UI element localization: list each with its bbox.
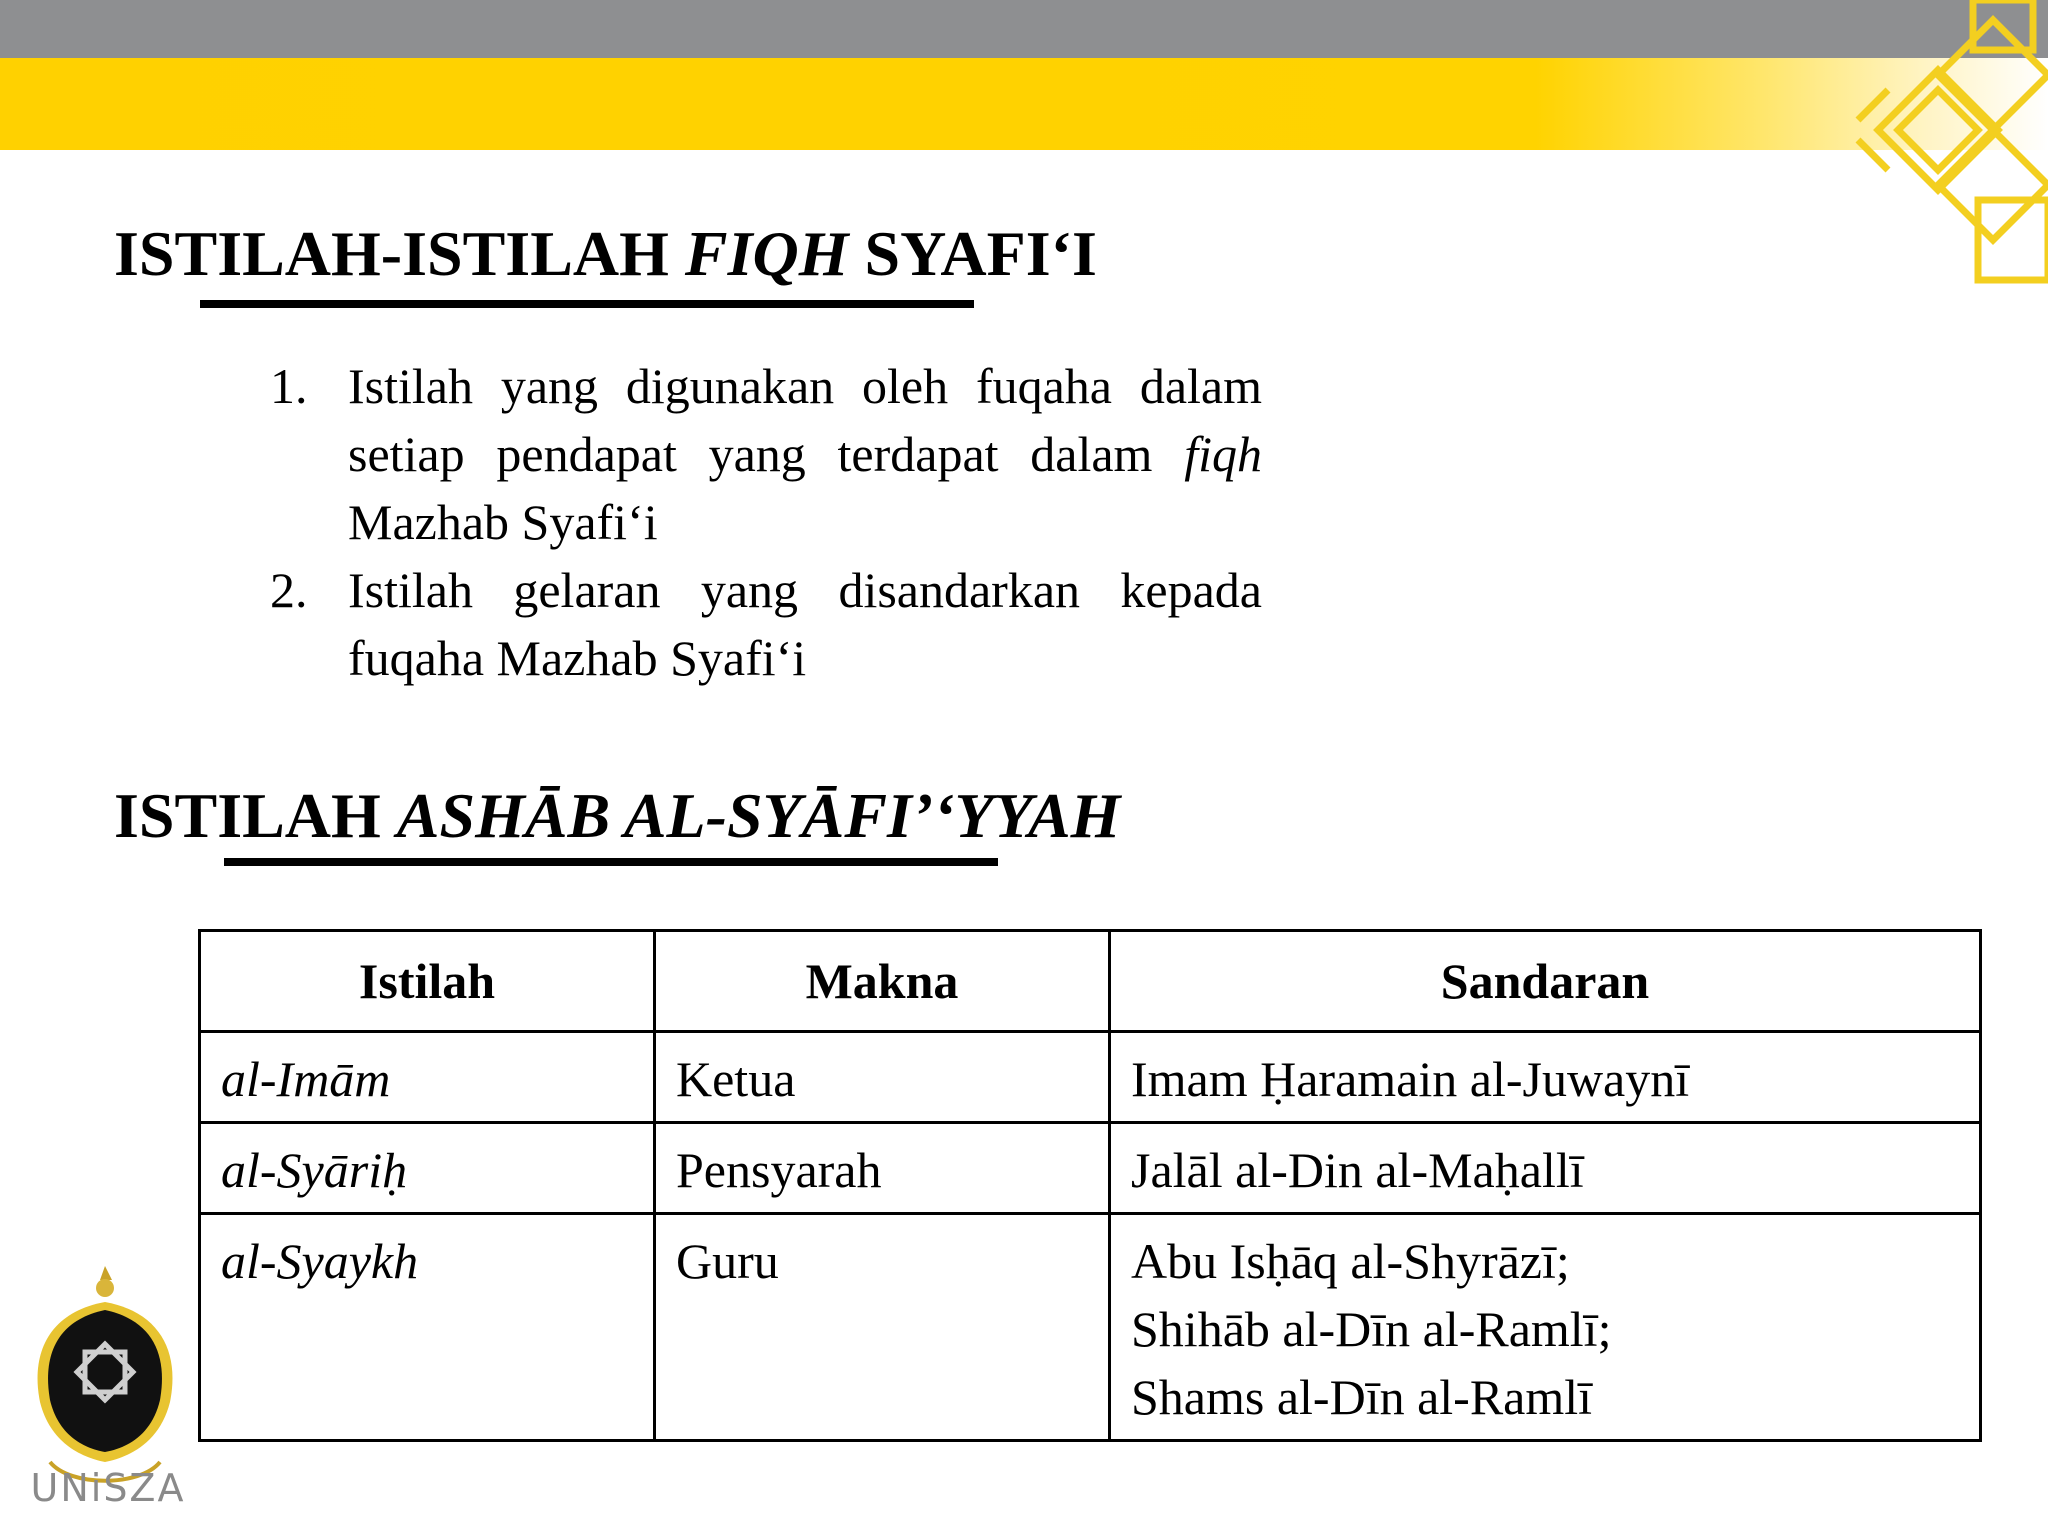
sandaran-line: Imam Ḥaramain al-Juwaynī [1131,1051,1690,1107]
list-number: 1. [270,358,308,414]
top-yellow-band [0,58,2048,150]
list-italic: fiqh [1184,426,1262,482]
list-item [264,556,1262,692]
table-row [200,1214,1981,1441]
list-item [264,352,1262,556]
geometric-ornament-icon [1828,0,2048,310]
heading2-underline [224,858,998,866]
heading1-text-end: SYAFI‘I [848,218,1097,289]
heading1-italic: FIQH [684,218,849,289]
heading-istilah-fiqh [114,218,1097,289]
table-row [200,1123,1981,1214]
list-text: Istilah gelaran yang disandarkan kepada fuqaha Mazhab Syafi‘i [348,562,1262,686]
sandaran-line: Shams al-Dīn al-Ramlī [1131,1369,1593,1425]
makna-cell: Ketua [655,1032,1110,1123]
heading1-underline [200,300,974,308]
list-text-end: Mazhab Syafi‘i [348,494,658,550]
top-grey-band [0,0,2048,58]
sandaran-cell [1110,1214,1981,1441]
istilah-table [198,929,1982,1442]
sandaran-cell [1110,1123,1981,1214]
unisza-logo-text: UNiSZA [30,1466,186,1510]
istilah-cell: al-Imām [200,1032,655,1123]
column-header: Istilah [200,931,655,1032]
makna-cell: Guru [655,1214,1110,1441]
table-header-row [200,931,1981,1032]
points-list [264,352,1262,692]
table-row [200,1032,1981,1123]
istilah-cell: al-Syāriḥ [200,1123,655,1214]
istilah-cell: al-Syaykh [200,1214,655,1441]
column-header: Makna [655,931,1110,1032]
sandaran-line: Jalāl al-Din al-Maḥallī [1131,1142,1584,1198]
list-text: Istilah yang digunakan oleh fuqaha dalam setiap pendapat yang terdapat dalam [348,358,1262,482]
heading2-text: ISTILAH [114,780,397,851]
heading1-text: ISTILAH-ISTILAH [114,218,685,289]
sandaran-line: Shihāb al-Dīn al-Ramlī; [1131,1301,1612,1357]
heading-istilah-ashab [114,780,1121,851]
sandaran-cell [1110,1032,1981,1123]
makna-cell: Pensyarah [655,1123,1110,1214]
column-header: Sandaran [1110,931,1981,1032]
list-number: 2. [270,562,308,618]
sandaran-line: Abu Isḥāq al-Shyrāzī; [1131,1233,1570,1289]
heading2-italic: ASHĀB AL-SYĀFI’‘YYAH [396,780,1121,851]
